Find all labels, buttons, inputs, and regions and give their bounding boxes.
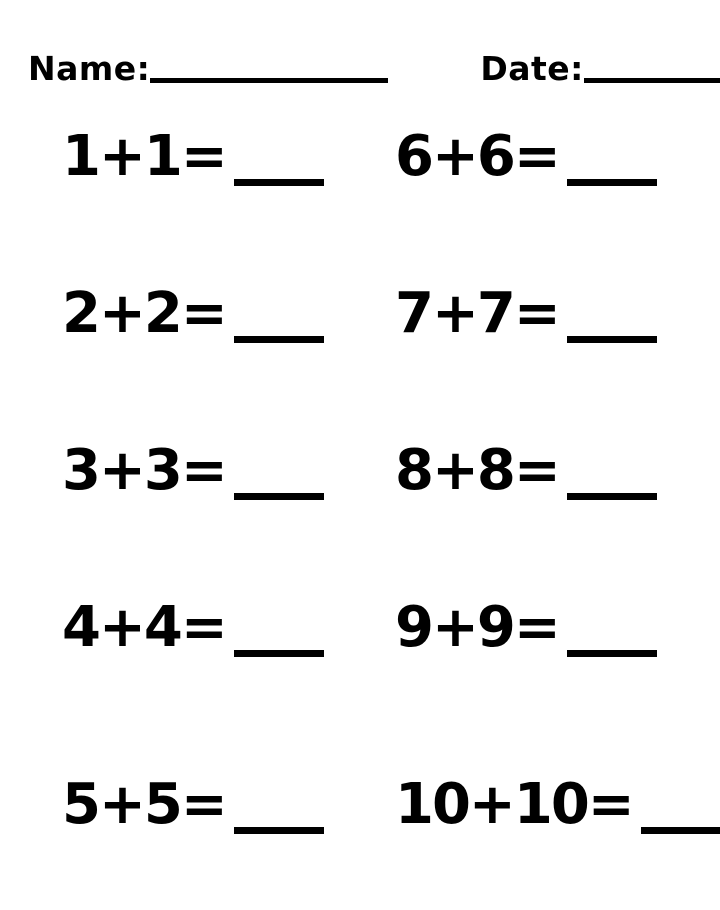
answer-blank xyxy=(567,650,657,657)
problem-expression: 7+7= xyxy=(395,281,559,346)
name-blank-line xyxy=(150,78,388,83)
answer-blank xyxy=(567,179,657,186)
problem xyxy=(62,772,395,837)
answer-blank xyxy=(234,336,324,343)
problem-expression: 4+4= xyxy=(62,595,226,660)
problem-expression: 9+9= xyxy=(395,595,559,660)
worksheet-header xyxy=(28,50,700,88)
problem xyxy=(395,438,720,503)
problem xyxy=(62,281,395,346)
date-blank-line xyxy=(584,78,720,83)
problem-expression: 2+2= xyxy=(62,281,226,346)
date-label: Date: xyxy=(480,49,584,88)
problem-expression: 6+6= xyxy=(395,124,559,189)
problem-row xyxy=(62,595,720,757)
problem-row xyxy=(62,772,720,910)
answer-blank xyxy=(567,493,657,500)
answer-blank xyxy=(234,827,324,834)
answer-blank xyxy=(567,336,657,343)
answer-blank xyxy=(234,650,324,657)
problem xyxy=(62,124,395,189)
problem xyxy=(395,124,720,189)
problem-row xyxy=(62,438,720,600)
problem-row xyxy=(62,281,720,443)
problem-row xyxy=(62,124,720,286)
name-label: Name: xyxy=(28,49,151,88)
problem xyxy=(62,595,395,660)
name-field xyxy=(28,50,388,88)
answer-blank xyxy=(234,493,324,500)
problem-expression: 10+10= xyxy=(395,772,633,837)
problem-expression: 1+1= xyxy=(62,124,226,189)
problem-expression: 8+8= xyxy=(395,438,559,503)
problem xyxy=(395,595,720,660)
problem xyxy=(395,772,720,837)
date-field xyxy=(480,50,720,88)
problem xyxy=(395,281,720,346)
problem-expression: 3+3= xyxy=(62,438,226,503)
problem-expression: 5+5= xyxy=(62,772,226,837)
answer-blank xyxy=(234,179,324,186)
problem xyxy=(62,438,395,503)
problem-grid xyxy=(62,124,720,910)
answer-blank xyxy=(641,827,720,834)
